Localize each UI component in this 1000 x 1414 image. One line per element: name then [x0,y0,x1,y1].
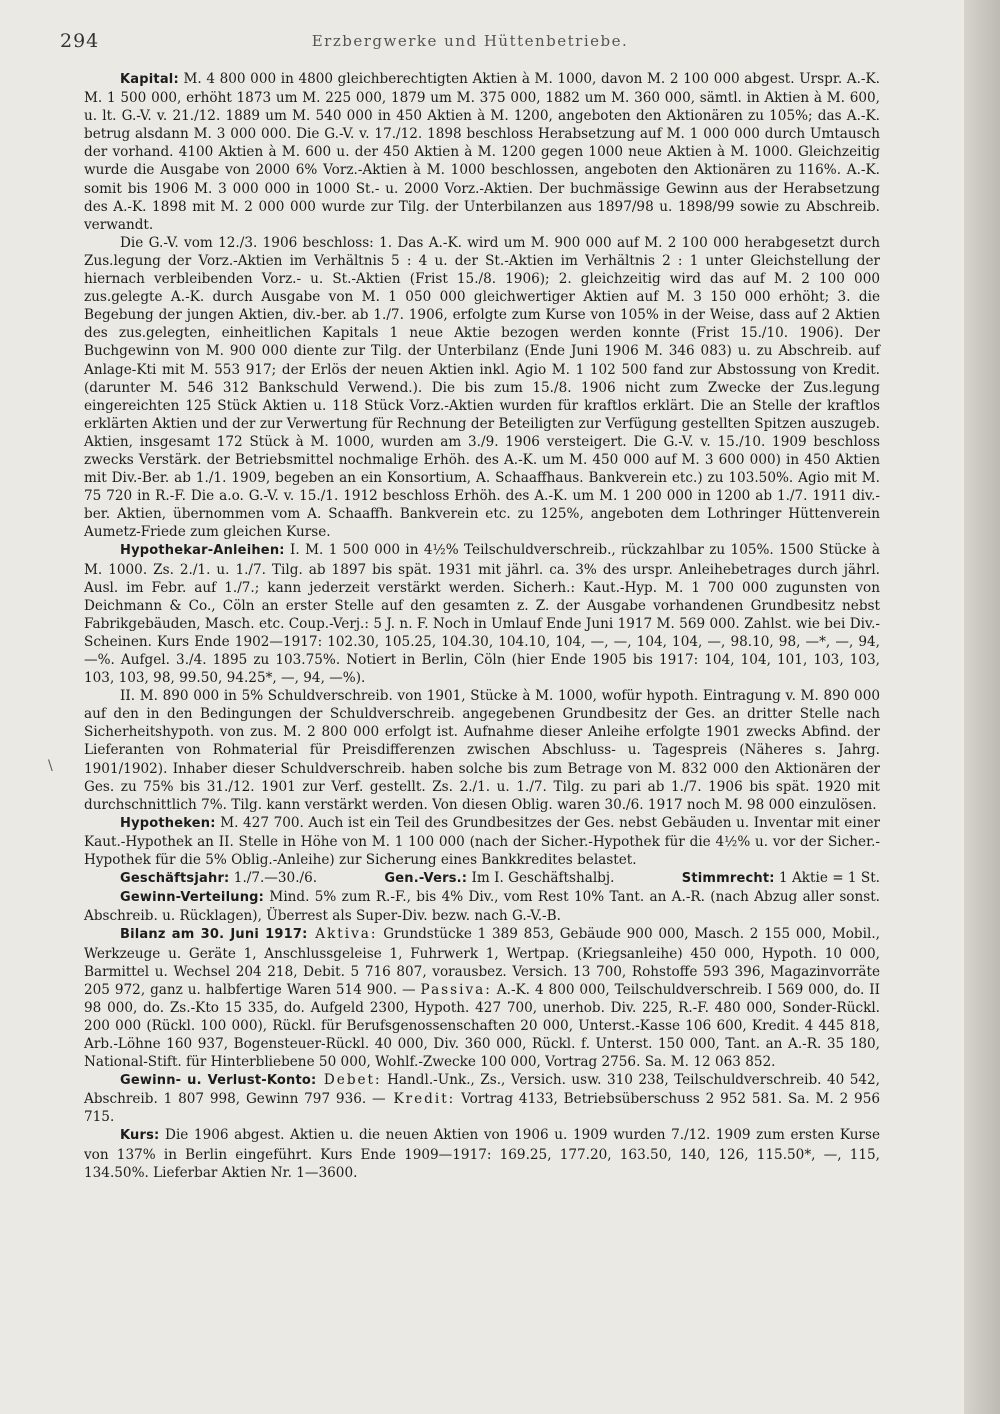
gen-vers-group [384,869,614,888]
stimmrecht-group [682,869,880,888]
text-passiva: A.-K. 4 800 000, Teilschuldverschreib. I 569 000, do. II 98 000, do. Zs.-Kto 15 335, do. Aufgeld 2300, Hypoth. 427 700, unerhob. Div. 225, R.-F. 480 000, Sonder-Rückl. 200 000 (Rückl. 100 000), Rückl. für Berufsgenossenschaften 20 000, Unterst.-Kasse 106 600, Kredit. 4 445 818, Arb.-Löhne 160 937, Bogensteuer-Rückl. 40 000, Div. 360 000, Rückl. f. Unterst. 150 000, Tant. an A.-R. 35 180, National-Stift. für Hinterbliebene 50 000, Wohlf.-Zwecke 100 000, Vortrag 2756. Sa. M. 12 063 852. [84,981,881,1071]
label-gewinn-verlust: Gewinn- u. Verlust-Konto: [120,1073,317,1089]
section-hypothekar-anleihen [84,541,880,687]
text-hypothekar-2: II. M. 890 000 in 5% Schuldverschreib. von 1901, Stücke à M. 1000, wofür hypoth. Eintragung v. M. 890 000 auf den in den Bedingungen der Schuldverschreib. angegebenen Grundbesitz der Ges. an dritter Stelle nach Sicherheitshypoth. von zus. M. 2 800 000 erfolgt ist. Aufnahme dieser Anleihe erfolgte 1901 zwecks Abfind. der Lieferanten von Rohmaterial für Preisdifferenzen zwischen Abschluss- u. Tagespreis (Näheres s. Jahrg. 1901/1902). Inhaber dieser Schuldverschreib. haben solche bis zum Betrage von M. 832 000 den Aktionären der Ges. zu 75% bis 31./12. 1901 zur Verf. gestellt. Zs. 2./1. u. 1./7. Tilg. zu pari ab 1./7. 1906 bis spät. 1920 mit durchschnittlich 7%. Tilg. kann verstärkt werden. Von diesen Oblig. waren 30./6. 1917 noch M. 98 000 einzulösen. [84,688,880,813]
section-bilanz [84,925,880,1071]
section-gewinn-verteilung [84,888,880,925]
page-number: 294 [60,30,100,52]
section-kurs [84,1126,880,1181]
page-header [60,30,880,54]
label-bilanz: Bilanz am 30. Juni 1917: [120,927,308,943]
section-kapital-cont [84,234,880,542]
section-hypothekar-anleihen-ii [84,687,880,814]
running-title: Erzbergwerke und Hüttenbetriebe. [311,32,629,50]
geschaeftsjahr-group [120,869,317,888]
label-stimmrecht: Stimmrecht: [681,871,775,887]
text-gen-vers: Im I. Geschäftshalbj. [467,870,615,887]
text-kapital-2: Die G.-V. vom 12./3. 1906 beschloss: 1. Das A.-K. wird um M. 900 000 auf M. 2 100 000 herabgesetzt durch Zus.legung der Vorz.-Aktien im Verhältnis 5 : 4 u. der St.-Aktien im Verhältnis 2 : 1 unter Gleichstellung der hiernach verbleibenden Vorz.- u. St.-Aktien (Frist 15./8. 1906); 2. gleichzeitig wird das auf M. 2 100 000 zus.gelegte A.-K. durch Ausgabe von M. 1 050 000 gleichwertiger Aktien auf M. 3 150 000 erhöht; 3. die Begebung der jungen Aktien, div.-ber. ab 1./7. 1906, erfolgte zum Kurse von 105% in der Weise, dass auf 2 Aktien des zus.gelegten, einheitlichen Kapitals 1 neue Aktie bezogen werden konnte (Frist 15./10. 1906). Der Buchgewinn von M. 900 000 diente zur Tilg. der Unterbilanz (Ende Juni 1906 M. 346 083) u. zu Abschreib. auf Anlage-Kti mit M. 553 917; der Erlös der neuen Aktien inkl. Agio M. 1 102 500 fand zur Abstossung von Kredit. (darunter M. 546 312 Bankschuld Verwend.). Die bis zum 15./8. 1906 nicht zum Zwecke der Zus.legung eingereichten 125 Stück Aktien u. 118 Stück Vorz.-Aktien wurden für kraftlos erklärt. Die an Stelle der kraftlos erklärten Aktien und der zur Verwertung für Rechnung der Beteiligten zur Verfügung gestellten Spitzen auszugeb. Aktien, insgesamt 172 Stück à M. 1000, wurden am 3./9. 1906 versteigert. Die G.-V. v. 15./10. 1909 beschloss zwecks Verstärk. der Betriebsmittel nochmalige Erhöh. des A.-K. um M. 450 000 auf M. 3 600 000) in 450 Aktien mit Div.-Ber. ab 1./1. 1909, begeben an ein Konsortium, A. Schaaffhaus. Bankverein etc.) zu 103.50%. Agio mit M. 75 720 in R.-F. Die a.o. G.-V. v. 15./1. 1912 beschloss Erhöh. des A.-K. um M. 1 200 000 in 1200 ab 1./7. 1911 div.-ber. Aktien, übernommen vom A. Schaaffh. Bankverein etc. zu 125%, angeboten dem Lothringer Hüttenverein Aumetz-Friede zum gleichen Kurse. [84,234,880,541]
label-hypotheken: Hypotheken: [120,815,216,831]
label-gen-vers: Gen.-Vers.: [384,871,468,887]
label-aktiva: Aktiva: [307,926,378,943]
section-hypotheken [84,814,880,869]
label-debet: Debet: [316,1072,382,1089]
text-aktiva: Grundstücke 1 389 853, Gebäude 900 000, Masch. 2 155 000, Mobil., Werkzeuge u. Geräte 1, Anschlussgeleise 1, Fuhrwerk 1, Wertpap. (Kriegsanleihe) 450 000, Hypoth. 10 000, Barmittel u. Wechsel 204 218, Debit. 5 716 807, vorausbez. Versich. 13 700, Rohstoffe 593 396, Magazinvorräte 205 972, ganz u. halbfertige Waren 514 900. — [84,926,880,998]
label-gewinn-verteilung: Gewinn-Verteilung: [120,890,265,906]
page-body [84,70,880,1182]
text-kredit: Vortrag 4133, Betriebsüberschuss 2 952 581. Sa. M. 2 956 715. [84,1091,880,1126]
text-gewinn-verteilung: Mind. 5% zum R.-F., bis 4% Div., vom Rest 10% Tant. an A.-R. (nach Abzug aller sonst. Abschreib. u. Rücklagen), Überrest als Super-Div. bezw. nach G.-V.-B. [84,889,880,925]
section-geschaeftsjahr-row [84,869,880,888]
label-kredit: Kredit: [385,1091,456,1108]
label-passiva: Passiva: [420,981,492,998]
text-geschaeftsjahr: 1./7.—30./6. [229,870,318,887]
label-kurs: Kurs: [120,1128,160,1144]
section-kapital [84,70,880,234]
text-debet: Handl.-Unk., Zs., Versich. usw. 310 238, Teilschuldverschreib. 40 542, Abschreib. 1 807 998, Gewinn 797 936. — [84,1072,880,1108]
text-kurs: Die 1906 abgest. Aktien u. die neuen Aktien von 1906 u. 1909 wurden 7./12. 1909 zum ersten Kurse von 137% in Berlin eingeführt. Kurs Ende 1909—1917: 169.25, 177.20, 163.50, 140, 126, 115.50*, —, 115, 134.50%. Lieferbar Aktien Nr. 1—3600. [84,1127,880,1181]
label-kapital: Kapital: [120,72,179,87]
text-kapital: M. 4 800 000 in 4800 gleichberechtigten Aktien à M. 1000, davon M. 2 100 000 abgest. Urspr. A.-K. M. 1 500 000, erhöht 1873 um M. 225 000, 1879 um M. 375 000, 1882 um M. 360 000, sämtl. in Aktien à M. 600, u. lt. G.-V. v. 21./12. 1889 um M. 540 000 in 450 Aktien à M. 1200, angeboten den Aktionären zu 105%; das A.-K. betrug alsdann M. 3 000 000. Die G.-V. v. 17./12. 1898 beschloss Herabsetzung auf M. 1 000 000 durch Umtausch der vorhand. 4100 Aktien à M. 600 u. der 450 Aktien à M. 1200 gegen 1000 neue Aktien à M. 1000. Gleichzeitig wurde die Ausgabe von 2000 6% Vorz.-Aktien à M. 1000 beschlossen, angeboten den Aktionären zu 116%. A.-K. somit bis 1906 M. 3 000 000 in 1000 St.- u. 2000 Vorz.-Aktien. Der buchmässige Gewinn aus der Herabsetzung des A.-K. 1898 mit M. 2 000 000 wurde zur Tilg. der Unterbilanzen aus 1897/98 u. 1898/99 sowie zu Abschreib. verwandt. [84,71,880,233]
section-gewinn-verlust [84,1071,880,1126]
text-hypotheken: M. 427 700. Auch ist ein Teil des Grundbesitzes der Ges. nebst Gebäuden u. Inventar mit einer Kaut.-Hypothek an II. Stelle in Höhe von M. 1 100 000 (nach der Sicher.-Hypothek für die 4½% u. vor der Sicher.-Hypothek für die 5% Oblig.-Anleihe) zur Sicherung eines Bankkredites belastet. [84,814,880,869]
book-gutter-edge [964,0,1000,1414]
text-hypothekar-1: I. M. 1 500 000 in 4½% Teilschuldverschreib., rückzahlbar zu 105%. 1500 Stücke à M. 1000. Zs. 2./1. u. 1./7. Tilg. ab 1897 bis spät. 1931 mit jährl. ca. 3% des urspr. Anleihebetrages durch jährl. Ausl. im Febr. auf 1./7.; kann jederzeit verstärkt werden. Sicherh.: Kaut.-Hyp. M. 1 700 000 zugunsten von Deichmann & Co., Cöln an erster Stelle auf den gesamten z. Z. der Ausgabe vorhandenen Grundbesitz nebst Fabrikgebäuden, Masch. etc. Coup.-Verj.: 5 J. n. F. Noch in Umlauf Ende Juni 1917 M. 569 000. Zahlst. wie bei Div.-Scheinen. Kurs Ende 1902—1917: 102.30, 105.25, 104.30, 104.10, 104, —, —, 104, 104, —, 98.10, 98, —*, —, 94, —%. Aufgel. 3./4. 1895 zu 103.75%. Notiert in Berlin, Cöln (hier Ende 1905 bis 1917: 104, 104, 101, 103, 103, 103, 103, 98, 99.50, 94.25*, —, 94, —%). [84,542,880,687]
label-hypothekar-anleihen: Hypothekar-Anleihen: [120,543,285,559]
text-stimmrecht: 1 Aktie = 1 St. [774,870,880,887]
label-geschaeftsjahr: Geschäftsjahr: [120,871,230,887]
margin-mark: \ [48,758,53,774]
